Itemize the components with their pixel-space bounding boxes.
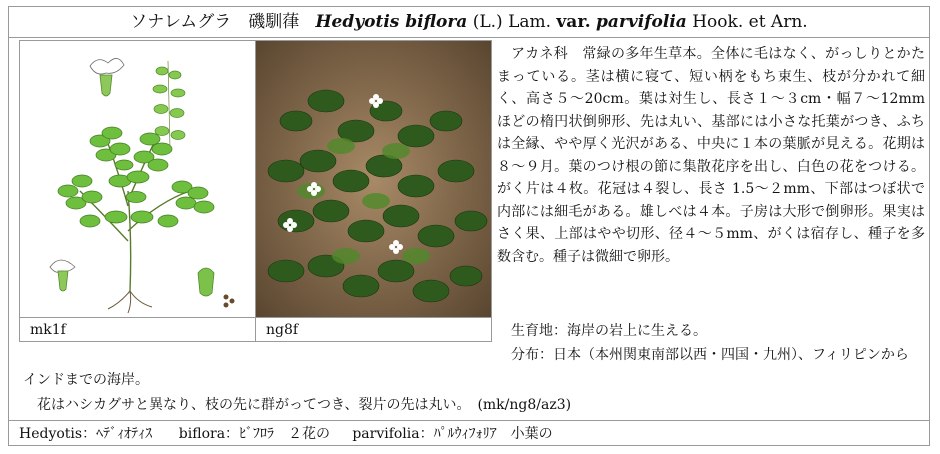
author-1: (L.) Lam. [472,12,552,32]
photo-caption: ng8f [256,317,491,341]
image-table [19,40,492,342]
flower-section-icon [50,260,75,291]
fruit-icon [198,268,235,308]
habitat-text: 生育地：海岸の岩上に生える。 [511,323,707,339]
distribution-line-1: 分布：日本（本州関東南部以西・四国・九州）、フィリピンから [511,347,909,363]
scientific-name: Hedyotis biflora [315,12,468,32]
photo-drawing [256,41,491,317]
illustration-caption: mk1f [20,317,256,341]
description [497,43,925,268]
plant-photograph [256,41,491,317]
habitat [497,320,925,342]
etymology-term: Hedyotis [19,426,83,442]
flower-detail-icon [90,58,124,96]
variety-label: var. [556,12,591,32]
variety-name: parvifolia [596,12,687,32]
root-icon [108,291,152,313]
illustration-drawing [20,41,255,317]
etymology-meaning: ﾍﾃﾞｨｵﾃｨｽ [96,426,153,442]
page-title [9,7,929,38]
etymology-term: biflora [178,426,226,442]
author-2: Hook. et Arn. [692,12,808,32]
etymology-term: parvifolia [352,426,420,442]
page-frame [8,6,930,446]
etymology-meaning: ﾊﾟﾙｳｨﾌｫﾘｱ 小葉の [433,426,553,442]
main-plant-icon [58,127,214,291]
etymology-meaning: ﾋﾞﾌﾛﾗ ２花の [239,426,331,442]
japanese-name: ソナレムグラ 磯馴葎 [130,12,300,32]
botanical-illustration [20,41,256,317]
note: 花はハシカグサと異なり、枝の先に群がってつき、裂片の先は丸い。 (mk/ng8/az3) [37,397,572,413]
distribution-line-2: インドまでの海岸。 [23,372,149,388]
description-text: アカネ科 常緑の多年生草本。全体に毛はなく、がっしりとかたまっている。茎は横に寝て、短い柄をもち束生、枝が分かれて細く、高さ５～20cm。葉は対生し、長さ１～３cm・幅７～12mm ほどの楕円状倒卵形、先は丸い、基部には小さな托葉がつき、ふちは全縁、やや厚く光沢がある、中央に１本の葉脈が見える。花期は８～９月。葉のつけ根の節に集散花序を出し、白色の花をつける。がく片は４枚。花冠は４裂し、長さ 1.5～２mm、下部はつぼ状で内部には細毛がある。雄しべは４本。子房は大形で倒卵形。果実はさく果、上部はやや切形、径４～５mm、がくは宿存し、種子を多数含む。種子は微細で卵形。 [497,46,925,265]
etymology-footer: Hedyotis：ﾍﾃﾞｨｵﾃｨｽ biflora：ﾋﾞﾌﾛﾗ ２花の parvifolia：ﾊﾟﾙｳｨﾌｫﾘｱ 小葉の [9,420,929,446]
